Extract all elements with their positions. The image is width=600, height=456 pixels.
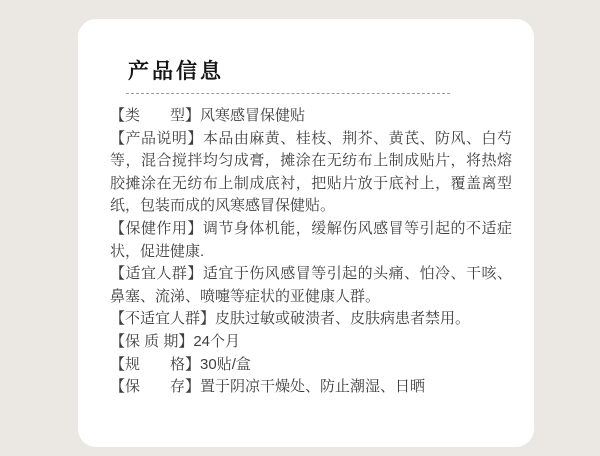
field-value: 调节身体机能，缓解伤风感冒等引起的不适症状，促进健康. bbox=[110, 219, 512, 260]
field-value: 皮肤过敏或破溃者、皮肤病患者禁用。 bbox=[215, 310, 471, 328]
field-value: 适宜于伤风感冒等引起的头痛、怕冷、干咳、鼻塞、流涕、喷嚏等症状的亚健康人群。 bbox=[110, 265, 512, 305]
field-row-health-function bbox=[110, 218, 512, 263]
field-label: 【规 格】 bbox=[110, 355, 201, 373]
field-row-suitable-group bbox=[110, 263, 512, 308]
field-label: 【不适宜人群】 bbox=[110, 310, 216, 328]
title-divider bbox=[126, 93, 450, 94]
field-value: 本品由麻黄、桂枝、荆芥、黄芪、防风、白芍等，混合搅拌均匀成膏，摊涂在无纺布上制成贴片，将热熔胶摊涂在无纺布上制成底衬，把贴片放于底衬上，覆盖离型纸，包装而成的风寒感冒保健贴。 bbox=[110, 129, 512, 215]
field-value: 置于阴凉干燥处、防止潮湿、日晒 bbox=[200, 378, 426, 396]
field-row-description bbox=[110, 128, 512, 218]
field-row-specification bbox=[110, 354, 512, 377]
field-label: 【类 型】 bbox=[110, 107, 201, 124]
field-row-storage bbox=[110, 376, 512, 399]
field-label: 【保健作用】 bbox=[110, 219, 203, 237]
product-fields bbox=[110, 105, 512, 399]
field-label: 【保 存】 bbox=[110, 378, 201, 396]
field-row-type bbox=[110, 105, 512, 128]
field-label: 【产品说明】 bbox=[110, 129, 203, 147]
page-title: 产品信息 bbox=[128, 60, 224, 83]
field-value: 24个月 bbox=[193, 332, 241, 350]
product-info-card bbox=[78, 19, 534, 447]
field-row-unsuitable-group bbox=[110, 308, 512, 331]
field-label: 【保 质 期】 bbox=[110, 332, 194, 350]
field-row-shelf-life bbox=[110, 331, 512, 354]
field-value: 30贴/盒 bbox=[200, 355, 251, 373]
field-value: 风寒感冒保健贴 bbox=[200, 107, 306, 124]
field-label: 【适宜人群】 bbox=[110, 265, 203, 283]
